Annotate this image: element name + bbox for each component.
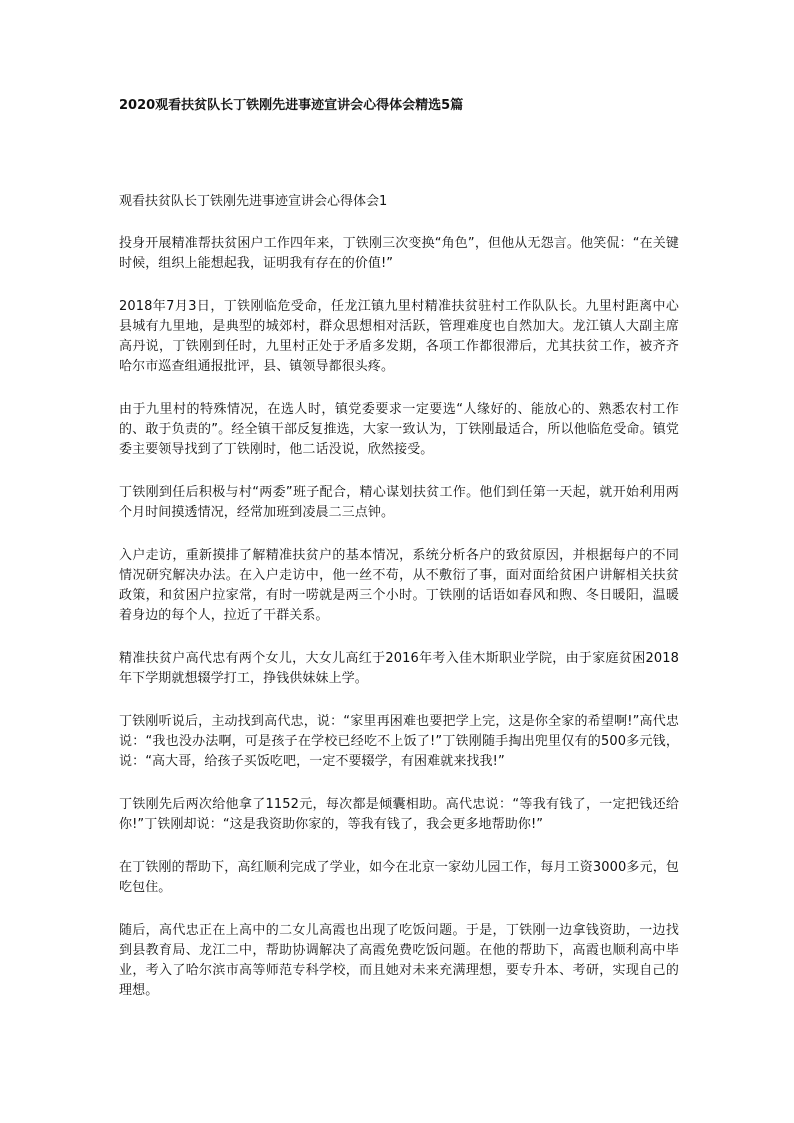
document-page xyxy=(119,96,679,1001)
paragraph: 由于九里村的特殊情况，在选人时，镇党委要求一定要选“人缘好的、能放心的、熟悉农村工作的、敢于负责的”。经全镇干部反复推选，大家一致认为，丁铁刚最适合，所以他临危受命。镇党委主要领导找到了丁铁刚时，他二话没说，欣然接受。 xyxy=(119,402,679,457)
paragraph: 投身开展精准帮扶贫困户工作四年来，丁铁刚三次变换“角色”，但他从无怨言。他笑侃：“在关键时候，组织上能想起我，证明我有存在的价值!” xyxy=(119,236,679,271)
paragraph: 精准扶贫户高代忠有两个女儿，大女儿高红于2016年考入佳木斯职业学院，由于家庭贫困2018年下学期就想辍学打工，挣钱供妹妹上学。 xyxy=(119,651,679,686)
paragraph: 在丁铁刚的帮助下，高红顺利完成了学业，如今在北京一家幼儿园工作，每月工资3000多元，包吃包住。 xyxy=(119,860,679,895)
section-heading: 观看扶贫队长丁铁刚先进事迹宣讲会心得体会1 xyxy=(119,194,388,209)
paragraph: 丁铁刚到任后积极与村“两委”班子配合，精心谋划扶贫工作。他们到任第一天起，就开始利用两个月时间摸透情况，经常加班到凌晨二三点钟。 xyxy=(119,485,679,520)
paragraph: 随后，高代忠正在上高中的二女儿高霞也出现了吃饭问题。于是，丁铁刚一边拿钱资助，一边找到县教育局、龙江二中，帮助协调解决了高霞免费吃饭问题。在他的帮助下，高霞也顺利高中毕业，考入了哈尔滨市高等师范专科学校，而且她对未来充满理想，要专升本、考研，实现自己的理想。 xyxy=(119,923,679,998)
paragraph: 2018年7月3日，丁铁刚临危受命，任龙江镇九里村精准扶贫驻村工作队队长。九里村距离中心县城有九里地，是典型的城郊村，群众思想相对活跃，管理难度也自然加大。龙江镇人大副主席高丹说，丁铁刚到任时，九里村正处于矛盾多发期，各项工作都很滞后，尤其扶贫工作，被齐齐哈尔市巡查组通报批评，县、镇领导都很头疼。 xyxy=(119,299,679,374)
paragraph: 丁铁刚听说后，主动找到高代忠，说：“家里再困难也要把学上完，这是你全家的希望啊!”高代忠说：“我也没办法啊，可是孩子在学校已经吃不上饭了!”丁铁刚随手掏出兜里仅有的500多元钱，说：“高大哥，给孩子买饭吃吧，一定不要辍学，有困难就来找我!” xyxy=(119,714,679,769)
paragraph: 入户走访，重新摸排了解精准扶贫户的基本情况，系统分析各户的致贫原因，并根据每户的不同情况研究解决办法。在入户走访中，他一丝不苟，从不敷衍了事，面对面给贫困户讲解相关扶贫政策，和贫困户拉家常，有时一唠就是两三个小时。丁铁刚的话语如春风和煦、冬日暖阳，温暖着身边的每个人，拉近了干群关系。 xyxy=(119,548,679,623)
document-title: 2020观看扶贫队长丁铁刚先进事迹宣讲会心得体会精选5篇 xyxy=(119,98,464,113)
paragraph: 丁铁刚先后两次给他拿了1152元，每次都是倾囊相助。高代忠说：“等我有钱了，一定把钱还给你!”丁铁刚却说：“这是我资助你家的，等我有钱了，我会更多地帮助你!” xyxy=(119,797,679,832)
